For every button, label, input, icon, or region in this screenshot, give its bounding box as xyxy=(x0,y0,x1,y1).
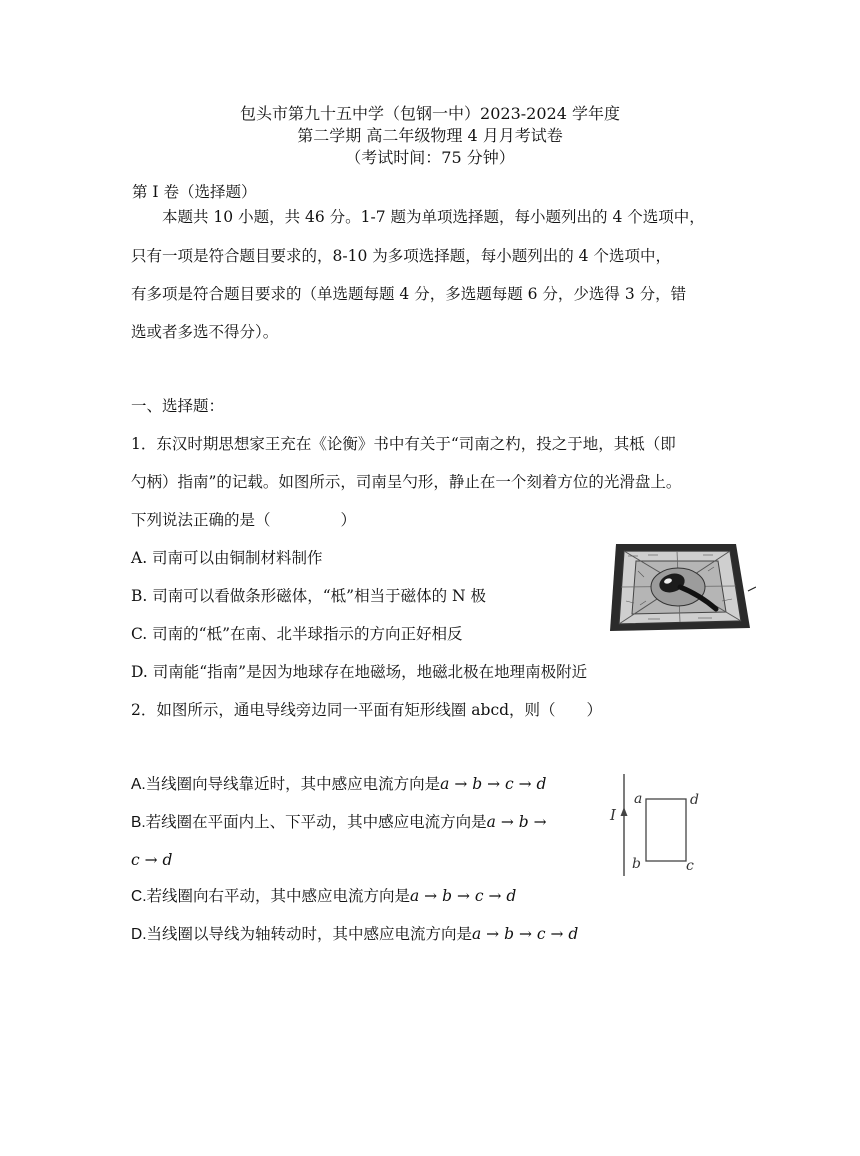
instructions-line-3: 有多项是符合题目要求的（单选题每题 4 分，多选题每题 6 分，少选得 3 分，错 xyxy=(131,285,687,303)
q2-option-b-continued xyxy=(131,850,172,870)
q1-stem-line-1: 1．东汉时期思想家王充在《论衡》书中有关于“司南之杓，投之于地，其柢（即 xyxy=(131,435,676,453)
q2-option-d xyxy=(131,924,578,945)
q2-option-c xyxy=(131,886,516,907)
coil-abcd xyxy=(646,799,686,861)
wire-coil-figure xyxy=(604,772,704,878)
corner-d-label: d xyxy=(690,792,699,808)
q2-option-b-math-cont: c → d xyxy=(131,851,173,869)
q1-stem-prefix: 下列说法正确的是（ xyxy=(131,511,271,529)
q1-option-d: D. 司南能“指南”是因为地球存在地磁场，地磁北极在地理南极附近 xyxy=(131,663,588,681)
sinan-compass-photo-icon xyxy=(608,541,756,635)
q2-stem: 2．如图所示，通电导线旁边同一平面有矩形线圈 abcd，则（ ） xyxy=(131,701,603,719)
corner-a-label: a xyxy=(634,791,643,807)
current-arrow-icon xyxy=(621,807,628,816)
q1-option-a: A. 司南可以由铜制材料制作 xyxy=(131,549,323,567)
exam-title-line1: 包头市第九十五中学（包钢一中）2023-2024 学年度 xyxy=(240,104,620,123)
instructions-line-4: 选或者多选不得分）。 xyxy=(131,323,279,341)
q1-option-c: C. 司南的“柢”在南、北半球指示的方向正好相反 xyxy=(131,625,463,643)
q2-option-a xyxy=(131,774,546,795)
exam-title-line2: 第二学期 高二年级物理 4 月月考试卷 xyxy=(297,126,563,145)
corner-b-label: b xyxy=(632,856,641,872)
section-title: 第 I 卷（选择题） xyxy=(132,183,257,201)
q2-option-a-label: A. xyxy=(131,776,146,793)
q2-option-d-label: D. xyxy=(131,926,147,943)
q2-option-a-text: 当线圈向导线靠近时，其中感应电流方向是 xyxy=(145,775,441,793)
q2-option-c-math: a → b → c → d xyxy=(410,887,517,905)
q2-option-b-math: a → b → xyxy=(486,813,547,831)
q2-option-b-text: 若线圈在平面内上、下平动，其中感应电流方向是 xyxy=(145,813,487,831)
corner-c-label: c xyxy=(686,858,694,874)
q2-option-d-math: a → b → c → d xyxy=(472,925,579,943)
q1-stem-close: ） xyxy=(340,511,357,529)
current-label: I xyxy=(610,806,616,824)
q1-stem-line-3 xyxy=(131,510,356,530)
instructions-line-2: 只有一项是符合题目要求的，8-10 为多项选择题，每小题列出的 4 个选项中， xyxy=(131,247,671,265)
q1-stem-line-2: 勺柄）指南”的记载。如图所示，司南呈勺形，静止在一个刻着方位的光滑盘上。 xyxy=(131,473,682,491)
q1-option-b: B. 司南可以看做条形磁体，“柢”相当于磁体的 N 极 xyxy=(131,587,487,605)
q2-option-b-label: B. xyxy=(131,814,146,831)
exam-time: （考试时间：75 分钟） xyxy=(345,148,515,167)
q2-option-d-text: 当线圈以导线为轴转动时，其中感应电流方向是 xyxy=(146,925,473,943)
q2-option-b xyxy=(131,812,547,833)
q2-option-a-math: a → b → c → d xyxy=(440,775,547,793)
instructions-line-1: 本题共 10 小题，共 46 分。1-7 题为单项选择题，每小题列出的 4 个选项中， xyxy=(162,208,705,226)
q2-option-c-label: C. xyxy=(131,888,147,905)
part-heading: 一、选择题： xyxy=(131,397,225,415)
q2-option-c-text: 若线圈向右平动，其中感应电流方向是 xyxy=(146,887,411,905)
